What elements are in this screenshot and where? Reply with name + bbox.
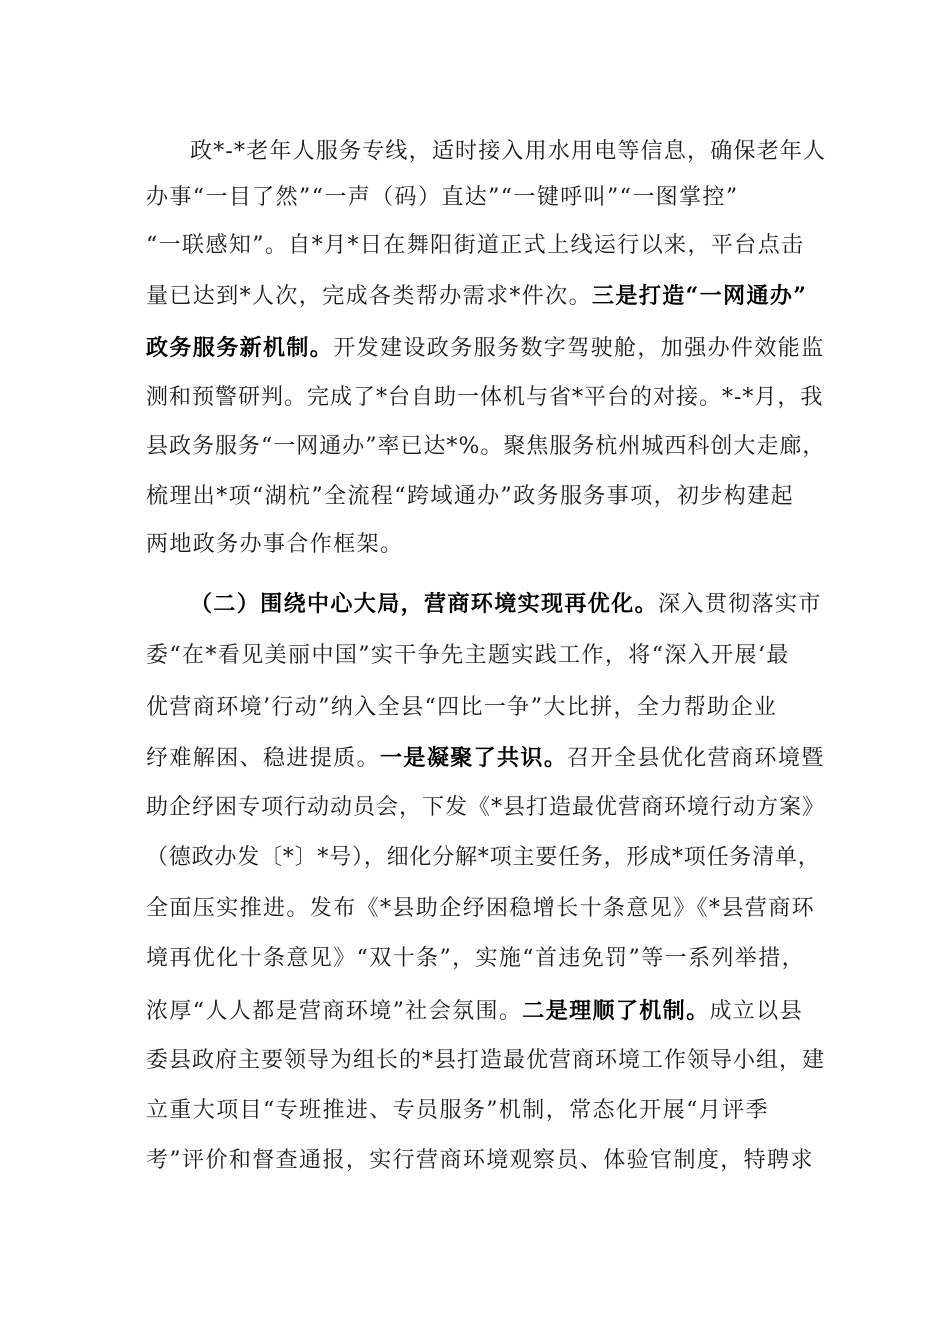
text-run: 全面压实推进。发布《*县助企纾困稳增长十条意见》《*县营商环: [146, 896, 816, 921]
text-run: 浓厚“人人都是营商环境”社会氛围。: [146, 999, 523, 1024]
text-line: [146, 525, 826, 565]
text-line: [146, 1141, 826, 1181]
text-run: 纾难解困、稳进提质。: [146, 746, 381, 771]
text-run: 深入贯彻落实市: [658, 592, 822, 617]
text-run: 助企纾困专项行动动员会，下发《*县打造最优营商环境行动方案》: [146, 795, 826, 820]
text-run: （德政办发〔*〕*号），细化分解*项主要任务，形成*项任务清单，: [146, 845, 821, 870]
text-line: [146, 427, 826, 467]
bold-text-run: 二是理顺了机制。: [522, 998, 710, 1024]
text-line: [146, 889, 826, 929]
text-line: [146, 939, 826, 979]
text-line: [146, 1041, 826, 1081]
text-run: 量已达到*人次，完成各类帮办需求*件次。: [146, 284, 593, 309]
bold-text-run: （二）围绕中心大局，营商环境实现再优化。: [190, 591, 659, 617]
text-line: [146, 636, 826, 676]
text-line: [190, 584, 826, 624]
text-line: [146, 226, 826, 266]
text-run: 测和预警研判。完成了*台自助一体机与省*平台的对接。*-*月，我: [146, 385, 824, 410]
text-line: [146, 838, 826, 878]
text-run: 开发建设政务服务数字驾驶舱，加强办件效能监: [333, 336, 825, 361]
text-line: [146, 477, 826, 517]
text-line: [146, 178, 826, 218]
text-run: 立重大项目“专班推进、专员服务”机制，常态化开展“月评季: [146, 1098, 769, 1123]
text-line: [146, 991, 826, 1031]
text-line: [146, 378, 826, 418]
text-run: 办事“一目了然”“一声（码）直达”“一键呼叫”“一图掌控”: [146, 185, 739, 210]
text-run: 委“在*看见美丽中国”实干争先主题实践工作，将“深入开展‘最: [146, 643, 790, 668]
text-line: [146, 276, 826, 316]
text-line: [146, 1091, 826, 1131]
bold-text-run: 政务服务新机制。: [146, 335, 334, 361]
text-run: 召开全县优化营商环境暨: [567, 746, 825, 771]
text-run: “一联感知”。自*月*日在舞阳街道正式上线运行以来，平台点击: [146, 233, 805, 258]
text-line: [146, 738, 826, 778]
text-run: 县政务服务“一网通办”率已达*%。聚焦服务杭州城西科创大走廊，: [146, 434, 826, 459]
text-line: [146, 788, 826, 828]
text-line: [146, 688, 826, 728]
text-run: 政*-*老年人服务专线，适时接入用水用电等信息，确保老年人: [190, 139, 827, 164]
text-run: 考”评价和督查通报，实行营商环境观察员、体验官制度，特聘求: [146, 1148, 814, 1173]
bold-text-run: 一是凝聚了共识。: [380, 745, 568, 771]
text-run: 成立以县: [709, 999, 804, 1024]
bold-text-run: 三是打造“一网通办”: [592, 283, 808, 309]
text-run: 委县政府主要领导为组长的*县打造最优营商环境工作领导小组，建: [146, 1048, 826, 1073]
text-run: 两地政务办事合作框架。: [146, 532, 404, 557]
text-run: 优营商环境’行动”纳入全县“四比一争”大比拼，全力帮助企业: [146, 695, 778, 720]
text-run: 境再优化十条意见》“双十条”，实施“首违免罚”等一系列举措，: [146, 946, 805, 971]
text-run: 梳理出*项“湖杭”全流程“跨域通办”政务服务事项，初步构建起: [146, 484, 794, 509]
text-line: [146, 328, 826, 368]
text-line: [190, 132, 826, 172]
